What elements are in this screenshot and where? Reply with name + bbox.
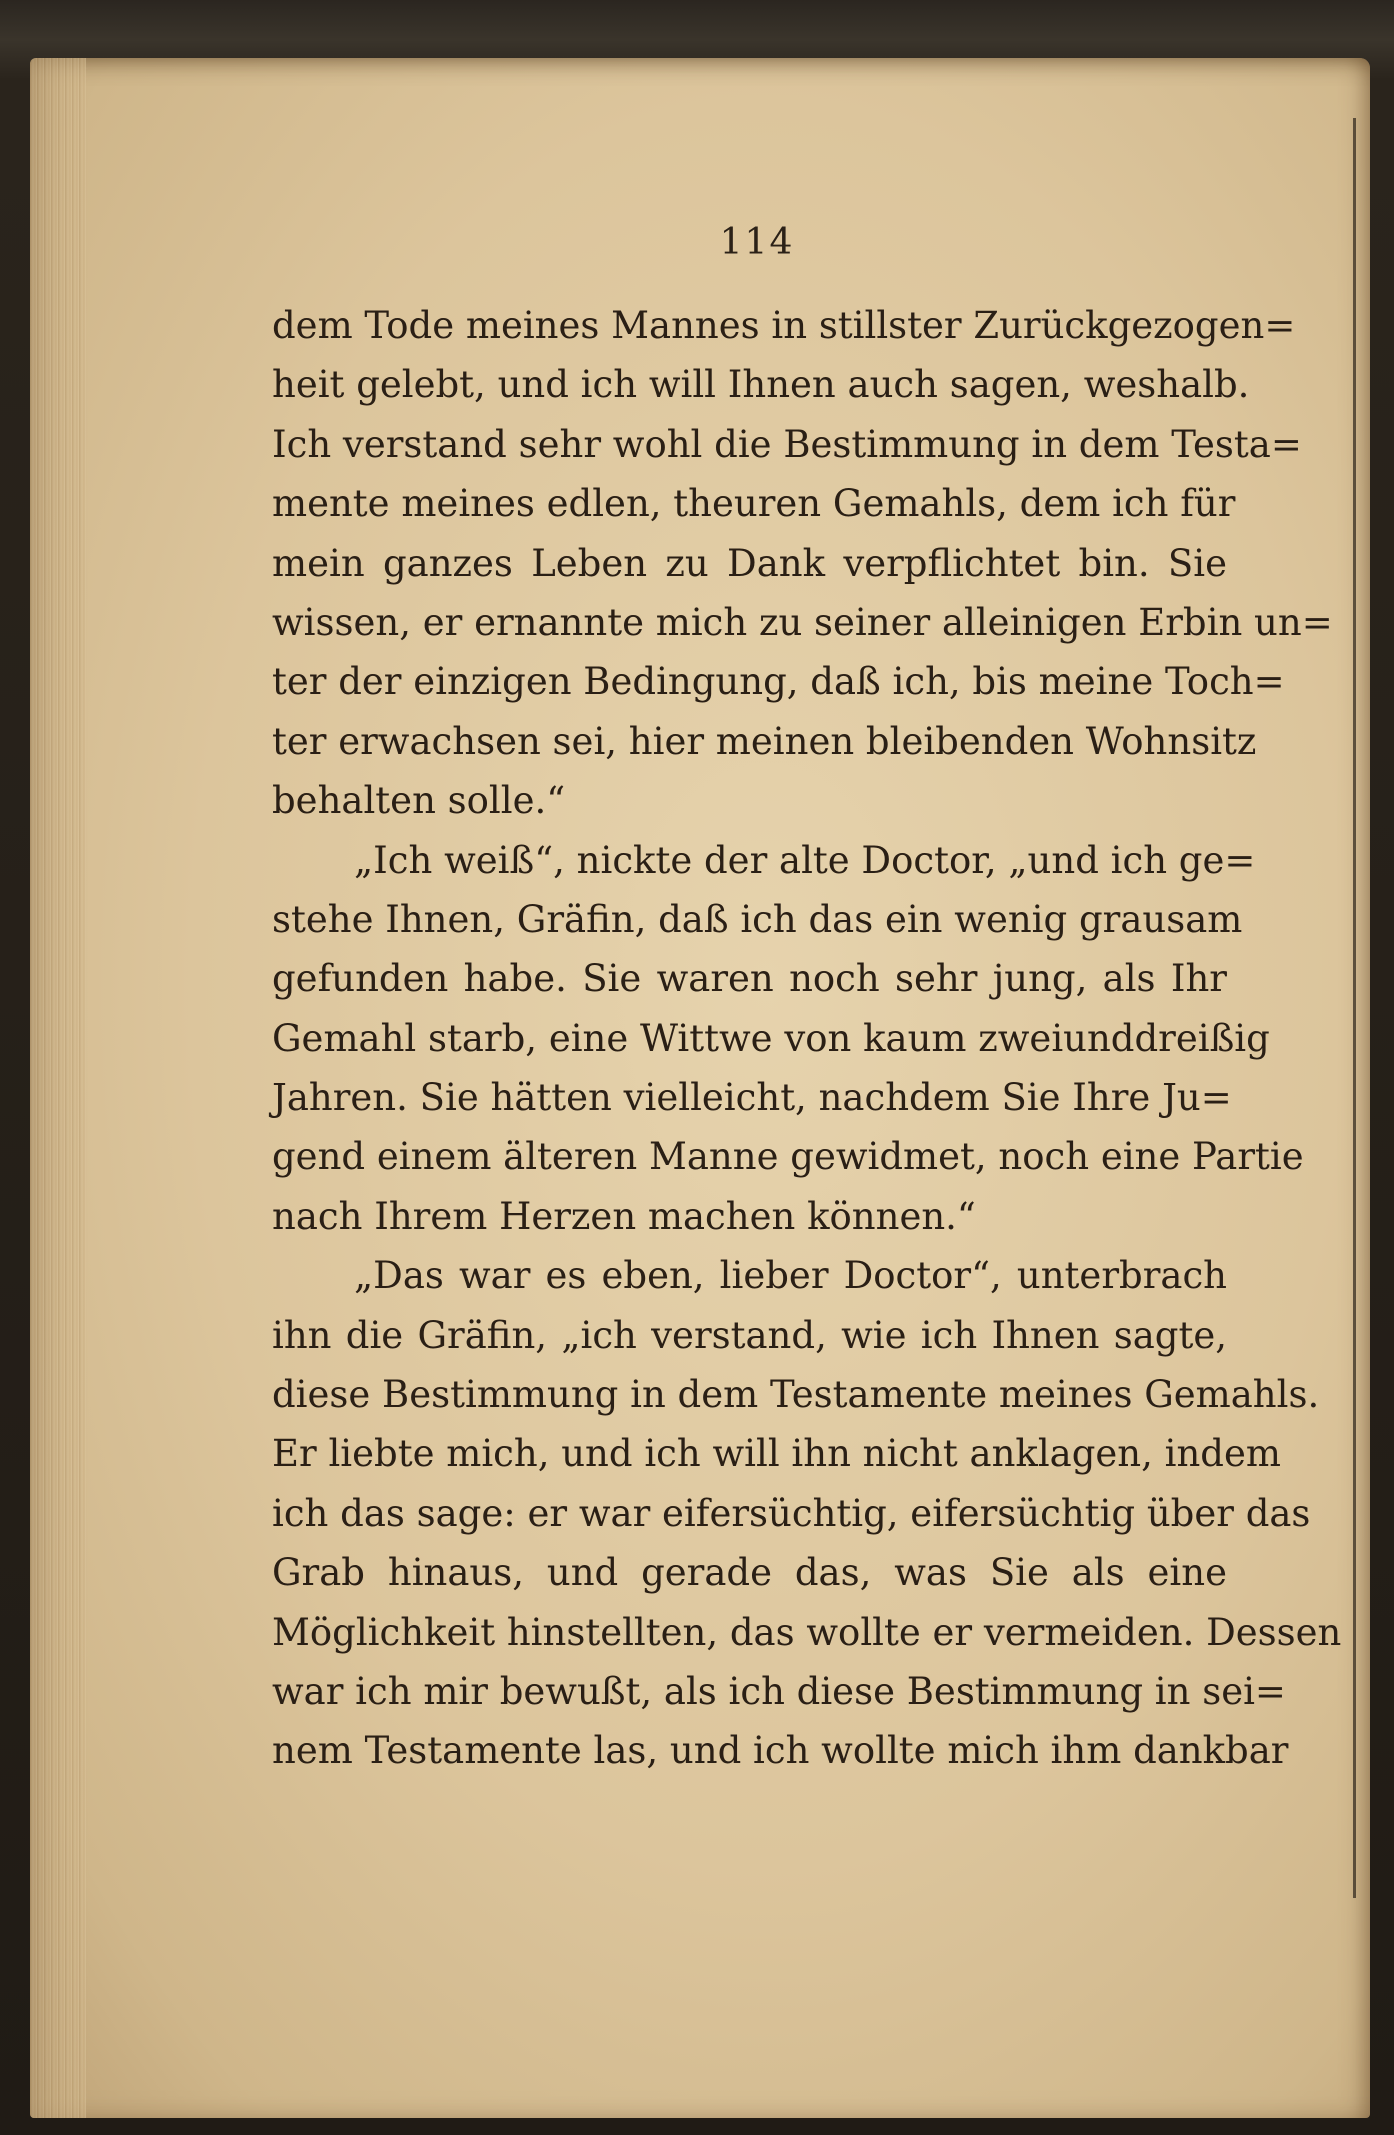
page-edges <box>30 58 86 2118</box>
text-line: stehe Ihnen, Gräfin, daß ich das ein wenig grausam <box>272 897 1243 941</box>
text-line: ter erwachsen sei, hier meinen bleibenden Wohnsitz <box>272 719 1257 763</box>
text-line: ich das sage: er war eifersüchtig, eifersüchtig über das <box>272 1491 1311 1535</box>
text-line: „Ich weiß“, nickte der alte Doctor, „und ich ge= <box>354 838 1256 882</box>
text-line: Er liebte mich, und ich will ihn nicht anklagen, indem <box>272 1432 1281 1476</box>
text-line: wissen, er ernannte mich zu seiner alleinigen Erbin un= <box>272 600 1333 644</box>
page-number: 114 <box>719 222 795 263</box>
text-line: war ich mir bewußt, als ich diese Bestimmung in sei= <box>272 1669 1286 1713</box>
text-line: heit gelebt, und ich will Ihnen auch sagen, weshalb. <box>272 363 1250 407</box>
text-line: mein ganzes Leben zu Dank verpflichtet bin. Sie <box>272 541 1227 585</box>
text-line: ter der einzigen Bedingung, daß ich, bis meine Toch= <box>272 660 1285 704</box>
text-line: diese Bestimmung in dem Testamente meines Gemahls. <box>272 1373 1320 1417</box>
page-right-edge <box>1343 118 1356 1898</box>
text-line: gend einem älteren Manne gewidmet, noch eine Partie <box>272 1135 1304 1179</box>
text-line: Gemahl starb, eine Wittwe von kaum zweiunddreißig <box>272 1016 1270 1060</box>
text-line: dem Tode meines Mannes in stillster Zurückgezogen= <box>272 304 1296 347</box>
text-line: Grab hinaus, und gerade das, was Sie als eine <box>272 1551 1227 1595</box>
text-line: behalten solle.“ <box>272 779 566 823</box>
body-text <box>272 296 1342 1781</box>
text-line: nach Ihrem Herzen machen können.“ <box>272 1194 976 1238</box>
text-line: Möglichkeit hinstellten, das wollte er vermeiden. Dessen <box>272 1610 1342 1654</box>
text-line: mente meines edlen, theuren Gemahls, dem ich für <box>272 482 1236 526</box>
text-line: gefunden habe. Sie waren noch sehr jung, als Ihr <box>272 957 1227 1001</box>
text-line: ihn die Gräfin, „ich verstand, wie ich Ihnen sagte, <box>272 1313 1227 1357</box>
text-line: nem Testamente las, und ich wollte mich ihm dankbar <box>272 1729 1289 1773</box>
text-line: Ich verstand sehr wohl die Bestimmung in dem Testa= <box>272 422 1302 466</box>
text-line: „Das war es eben, lieber Doctor“, unterbrach <box>354 1254 1227 1298</box>
text-line: Jahren. Sie hätten vielleicht, nachdem Sie Ihre Ju= <box>272 1076 1232 1120</box>
